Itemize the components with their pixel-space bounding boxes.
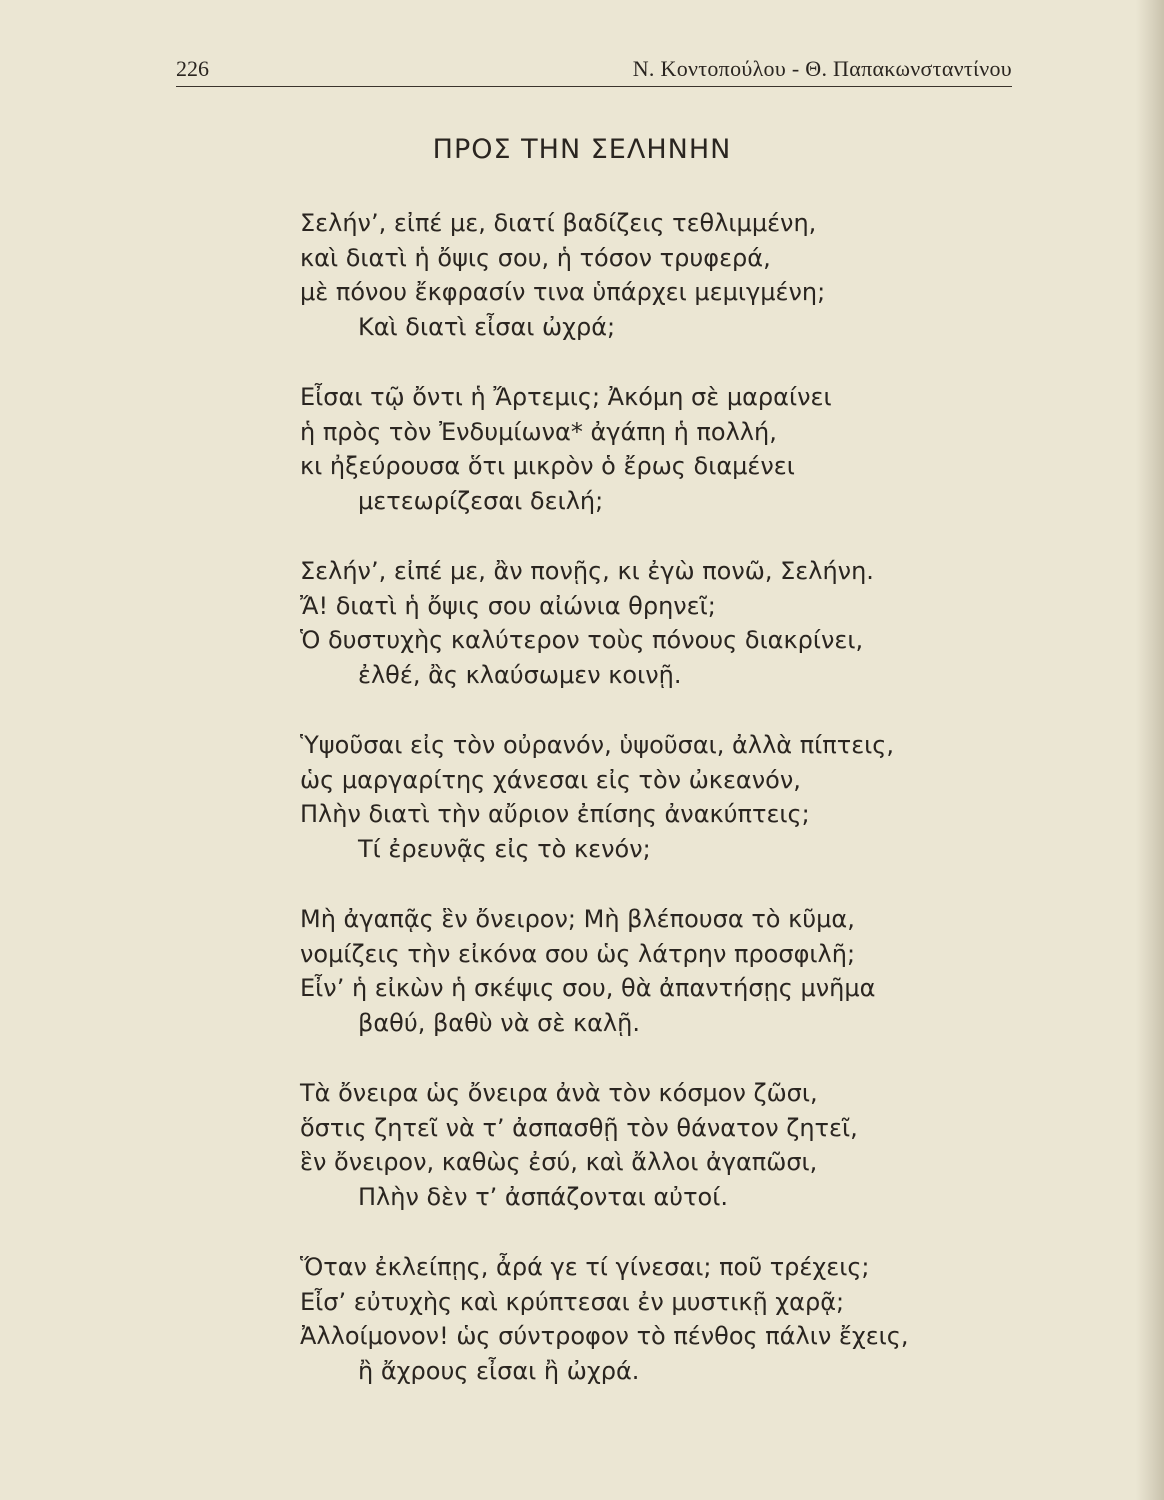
poem-line: Πλὴν διατὶ τὴν αὔριον ἐπίσης ἀνακύπτεις; (300, 800, 810, 828)
poem-line: ὅστις ζητεῖ νὰ τ’ ἀσπασθῇ τὸν θάνατον ζητεῖ, (300, 1113, 858, 1142)
poem-line: ὡς μαργαρίτης χάνεσαι εἰς τὸν ὠκεανόν, (300, 765, 801, 794)
stanza (300, 1076, 1000, 1214)
poem-line: Ὑψοῦσαι εἰς τὸν οὐρανόν, ὑψοῦσαι, ἀλλὰ πίπτεις, (300, 731, 894, 759)
page-number: 226 (176, 56, 209, 81)
poem-title: ΠΡΟΣ ΤΗΝ ΣΕΛΗΝΗΝ (432, 134, 732, 165)
poem-line: Σελήν’, εἰπέ με, διατί βαδίζεις τεθλιμμένη, (300, 209, 817, 237)
stanza (300, 902, 1000, 1040)
poem-line: Τί ἐρευνᾷς εἰς τὸ κενόν; (358, 834, 651, 863)
stanza (300, 206, 1000, 344)
poem-line: Μὴ ἀγαπᾷς ἓν ὄνειρον; Μὴ βλέπουσα τὸ κῦμα, (300, 905, 855, 933)
poem-line: Σελήν’, εἰπέ με, ἂν πονῇς, κι ἐγὼ πονῶ, Σελήνη. (300, 557, 874, 585)
poem-line: Ἄ! διατὶ ἡ ὄψις σου αἰώνια θρηνεῖ; (300, 591, 716, 620)
poem-line: Εἶν’ ἡ εἰκὼν ἡ σκέψις σου, θὰ ἀπαντήσῃς μνῆμα (300, 974, 876, 1002)
poem-line: Ὁ δυστυχὴς καλύτερον τοὺς πόνους διακρίνει, (300, 626, 864, 654)
poem-line: βαθύ, βαθὺ νὰ σὲ καλῇ. (358, 1008, 640, 1037)
poem-line: ἐλθέ, ἂς κλαύσωμεν κοινῇ. (358, 660, 682, 689)
page-edge-shadow (1136, 0, 1164, 1500)
poem-line: κι ἠξεύρουσα ὅτι μικρὸν ὁ ἔρως διαμένει (300, 452, 795, 480)
stanza (300, 1250, 1000, 1388)
poem-line: ἓν ὄνειρον, καθὼς ἐσύ, καὶ ἄλλοι ἀγαπῶσι, (300, 1148, 818, 1176)
poem-line: μὲ πόνου ἔκφρασίν τινα ὑπάρχει μεμιγμένη; (300, 278, 826, 306)
poem-line: νομίζεις τὴν εἰκόνα σου ὡς λάτρην προσφιλῆ; (300, 939, 856, 968)
stanza (300, 728, 1000, 866)
running-head: Ν. Κοντοπούλου - Θ. Παπακωνσταντίνου (632, 56, 1012, 81)
stanza (300, 380, 1000, 518)
poem-line: Ἀλλοίμονον! ὡς σύντροφον τὸ πένθος πάλιν ἔχεις, (300, 1322, 909, 1350)
poem-line: ἡ πρὸς τὸν Ἐνδυμίωνα* ἀγάπη ἡ πολλή, (300, 417, 777, 446)
poem-line: Τὰ ὄνειρα ὡς ὄνειρα ἀνὰ τὸν κόσμον ζῶσι, (300, 1079, 818, 1107)
poem-line: Εἶσαι τῷ ὄντι ἡ Ἄρτεμις; Ἀκόμη σὲ μαραίνει (300, 383, 832, 411)
poem-line: μετεωρίζεσαι δειλή; (358, 486, 604, 515)
poem-line: Καὶ διατὶ εἶσαι ὠχρά; (358, 312, 616, 341)
poem-line: καὶ διατὶ ἡ ὄψις σου, ἡ τόσον τρυφερά, (300, 243, 771, 272)
poem-line: Πλὴν δὲν τ’ ἀσπάζονται αὐτοί. (358, 1182, 728, 1211)
stanza (300, 554, 1000, 692)
page-header (176, 52, 1012, 87)
poem-line: Ὅταν ἐκλείπῃς, ἆρά γε τί γίνεσαι; ποῦ τρέχεις; (300, 1253, 870, 1281)
poem-line: Εἶσ’ εὐτυχὴς καὶ κρύπτεσαι ἐν μυστικῇ χαρᾷ; (300, 1287, 845, 1316)
poem-line: ἢ ἄχρους εἶσαι ἢ ὠχρά. (358, 1356, 640, 1385)
poem-body (300, 206, 1000, 1424)
